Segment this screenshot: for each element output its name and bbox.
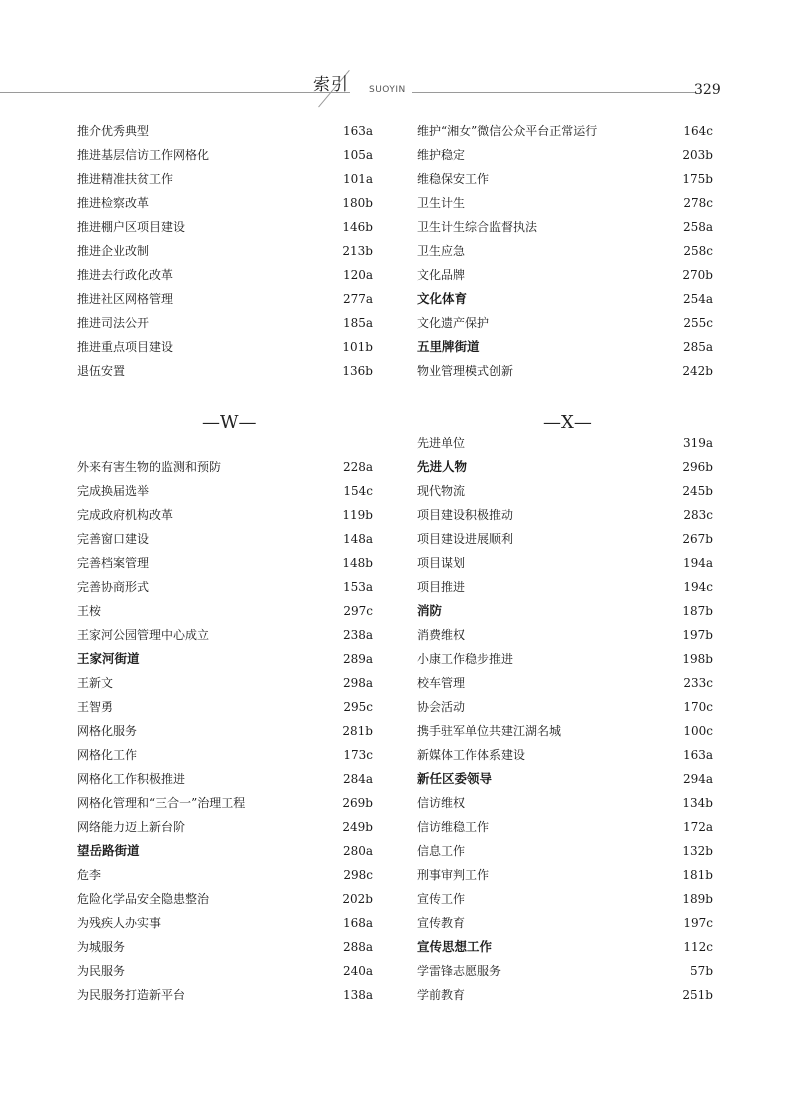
index-entry xyxy=(77,263,377,287)
index-page-ref: 245b xyxy=(682,484,713,498)
index-term: 信访维稳工作 xyxy=(417,820,490,834)
index-entry xyxy=(77,863,377,887)
index-page-ref: 288a xyxy=(342,940,373,954)
index-entry xyxy=(417,623,717,647)
index-term: 项目推进 xyxy=(417,580,466,594)
page-header xyxy=(0,0,805,110)
index-term: 为残疾人办实事 xyxy=(77,916,162,930)
index-entry xyxy=(77,983,377,1007)
index-term: 文化遗产保护 xyxy=(417,316,490,330)
index-entry xyxy=(417,839,717,863)
index-term: 消费维权 xyxy=(417,628,466,642)
index-term: 协会活动 xyxy=(417,700,466,714)
index-entry xyxy=(417,311,717,335)
index-term: 网格化管理和“三合一”治理工程 xyxy=(77,796,246,810)
index-term: 网格化服务 xyxy=(77,724,138,738)
index-entry xyxy=(417,527,717,551)
index-page-ref: 296b xyxy=(682,460,713,474)
index-entry xyxy=(417,575,717,599)
index-term: 维护“湘女”微信公众平台正常运行 xyxy=(417,124,598,138)
section-heading-w: —W— xyxy=(202,412,257,433)
index-page-ref: 175b xyxy=(682,172,713,186)
index-term: 退伍安置 xyxy=(77,364,126,378)
index-entry xyxy=(77,119,377,143)
index-entry xyxy=(417,983,717,1007)
index-page-ref: 251b xyxy=(682,988,713,1002)
index-page-ref: 181b xyxy=(682,868,713,882)
index-page-ref: 194a xyxy=(682,556,713,570)
index-term: 推进精准扶贫工作 xyxy=(77,172,174,186)
index-term: 网格化工作积极推进 xyxy=(77,772,186,786)
index-page-ref: 101b xyxy=(342,340,373,354)
index-page-ref: 164c xyxy=(683,124,713,138)
index-page-ref: 138a xyxy=(342,988,373,1002)
index-page-ref: 294a xyxy=(682,772,713,786)
page-number: 329 xyxy=(694,82,721,98)
index-term: 王家河街道 xyxy=(77,651,140,666)
index-page-ref: 187b xyxy=(682,604,713,618)
index-entry xyxy=(417,815,717,839)
index-page-ref: 285a xyxy=(682,340,713,354)
index-page-ref: 100c xyxy=(683,724,713,738)
index-page-ref: 163a xyxy=(682,748,713,762)
index-entry xyxy=(77,911,377,935)
index-page-ref: 213b xyxy=(342,244,373,258)
index-page-ref: 267b xyxy=(682,532,713,546)
index-term: 文化品牌 xyxy=(417,268,466,282)
index-term: 学前教育 xyxy=(417,988,466,1002)
index-page-ref: 203b xyxy=(682,148,713,162)
index-entry xyxy=(77,623,377,647)
index-entry xyxy=(417,599,717,623)
index-page-ref: 173c xyxy=(343,748,373,762)
header-title-en: SUOYIN xyxy=(369,85,406,95)
index-entry xyxy=(417,335,717,359)
index-entry xyxy=(77,767,377,791)
index-term: 先进人物 xyxy=(417,459,468,474)
index-page-ref: 228a xyxy=(342,460,373,474)
index-term: 为城服务 xyxy=(77,940,126,954)
index-page-ref: 258a xyxy=(682,220,713,234)
index-term: 外来有害生物的监测和预防 xyxy=(77,460,222,474)
index-term: 五里牌街道 xyxy=(417,339,480,354)
index-page-ref: 284a xyxy=(342,772,373,786)
index-term: 宣传教育 xyxy=(417,916,466,930)
index-entry xyxy=(77,719,377,743)
index-page-ref: 172a xyxy=(682,820,713,834)
index-term: 宣传思想工作 xyxy=(417,939,493,954)
index-entry xyxy=(417,215,717,239)
index-term: 刑事审判工作 xyxy=(417,868,490,882)
index-entry xyxy=(77,167,377,191)
index-entry xyxy=(417,143,717,167)
index-page-ref: 197c xyxy=(683,916,713,930)
header-rule-left xyxy=(0,92,350,93)
index-page-ref: 163a xyxy=(342,124,373,138)
index-page-ref: 298a xyxy=(342,676,373,690)
index-page-ref: 242b xyxy=(682,364,713,378)
index-page-ref: 120a xyxy=(342,268,373,282)
index-entry xyxy=(77,551,377,575)
index-entry xyxy=(417,647,717,671)
index-entry xyxy=(77,455,377,479)
index-entry xyxy=(417,455,717,479)
index-term: 网格化工作 xyxy=(77,748,138,762)
index-page-ref: 57b xyxy=(690,964,713,978)
index-page-ref: 202b xyxy=(342,892,373,906)
index-term: 校车管理 xyxy=(417,676,466,690)
index-entry xyxy=(77,839,377,863)
index-page-ref: 289a xyxy=(342,652,373,666)
index-page-ref: 281b xyxy=(342,724,373,738)
index-page-ref: 278c xyxy=(683,196,713,210)
index-page-ref: 146b xyxy=(342,220,373,234)
index-page-ref: 185a xyxy=(342,316,373,330)
index-term: 推进去行政化改革 xyxy=(77,268,174,282)
index-term: 王新文 xyxy=(77,676,114,690)
index-entry xyxy=(77,503,377,527)
index-term: 完成政府机构改革 xyxy=(77,508,174,522)
index-term: 先进单位 xyxy=(417,436,466,450)
header-rule-right xyxy=(412,92,695,93)
index-entry xyxy=(417,887,717,911)
index-page-ref: 197b xyxy=(682,628,713,642)
index-term: 推进企业改制 xyxy=(77,244,150,258)
index-term: 完成换届选举 xyxy=(77,484,150,498)
index-entry xyxy=(417,263,717,287)
index-page-ref: 255c xyxy=(683,316,713,330)
index-page-ref: 134b xyxy=(682,796,713,810)
index-entry xyxy=(77,815,377,839)
index-term: 项目建设积极推动 xyxy=(417,508,514,522)
index-entry xyxy=(77,647,377,671)
index-entry xyxy=(417,167,717,191)
index-term: 卫生应急 xyxy=(417,244,466,258)
index-term: 为民服务打造新平台 xyxy=(77,988,186,1002)
index-entry xyxy=(417,743,717,767)
index-page-ref: 297c xyxy=(343,604,373,618)
index-entry xyxy=(77,743,377,767)
index-entry xyxy=(417,119,717,143)
index-page-ref: 194c xyxy=(683,580,713,594)
index-entry xyxy=(417,911,717,935)
index-page-ref: 148b xyxy=(342,556,373,570)
index-term: 小康工作稳步推进 xyxy=(417,652,514,666)
index-term: 学雷锋志愿服务 xyxy=(417,964,502,978)
index-page-ref: 168a xyxy=(342,916,373,930)
index-term: 推进司法公开 xyxy=(77,316,150,330)
index-entry xyxy=(417,959,717,983)
index-page-ref: 148a xyxy=(342,532,373,546)
index-page-ref: 298c xyxy=(343,868,373,882)
index-page-ref: 153a xyxy=(342,580,373,594)
index-entry xyxy=(77,527,377,551)
index-term: 新媒体工作体系建设 xyxy=(417,748,526,762)
index-entry xyxy=(77,695,377,719)
index-term: 推进社区网格管理 xyxy=(77,292,174,306)
index-page-ref: 136b xyxy=(342,364,373,378)
index-entry xyxy=(77,671,377,695)
index-term: 推介优秀典型 xyxy=(77,124,150,138)
index-entry xyxy=(417,695,717,719)
index-page-ref: 180b xyxy=(342,196,373,210)
index-page-ref: 112c xyxy=(683,940,713,954)
index-term: 王家河公园管理中心成立 xyxy=(77,628,210,642)
index-entry xyxy=(77,143,377,167)
index-term: 项目谋划 xyxy=(417,556,466,570)
index-term: 携手驻军单位共建江湖名城 xyxy=(417,724,562,738)
index-entry xyxy=(417,863,717,887)
index-term: 文化体育 xyxy=(417,291,468,306)
index-term: 望岳路街道 xyxy=(77,843,140,858)
index-page-ref: 283c xyxy=(683,508,713,522)
index-entry xyxy=(77,479,377,503)
index-page-ref: 319a xyxy=(682,436,713,450)
index-entry xyxy=(417,503,717,527)
index-page-ref: 277a xyxy=(342,292,373,306)
index-term: 物业管理模式创新 xyxy=(417,364,514,378)
index-page-ref: 154c xyxy=(343,484,373,498)
index-page-ref: 189b xyxy=(682,892,713,906)
index-term: 推进重点项目建设 xyxy=(77,340,174,354)
index-page-ref: 254a xyxy=(682,292,713,306)
index-entry xyxy=(77,599,377,623)
index-term: 卫生计生综合监督执法 xyxy=(417,220,538,234)
index-page-ref: 270b xyxy=(682,268,713,282)
index-term: 推进检察改革 xyxy=(77,196,150,210)
index-page-ref: 280a xyxy=(342,844,373,858)
index-entry xyxy=(417,791,717,815)
index-page-ref: 249b xyxy=(342,820,373,834)
index-page-ref: 258c xyxy=(683,244,713,258)
index-page-ref: 198b xyxy=(682,652,713,666)
index-entry xyxy=(417,719,717,743)
index-term: 消防 xyxy=(417,603,443,618)
index-entry xyxy=(417,479,717,503)
index-term: 完善窗口建设 xyxy=(77,532,150,546)
index-term: 新任区委领导 xyxy=(417,771,493,786)
index-page-ref: 105a xyxy=(342,148,373,162)
index-entry xyxy=(77,935,377,959)
index-term: 为民服务 xyxy=(77,964,126,978)
index-entry xyxy=(77,239,377,263)
index-entry xyxy=(417,359,717,383)
index-term: 卫生计生 xyxy=(417,196,466,210)
index-entry xyxy=(77,791,377,815)
index-page-ref: 233c xyxy=(683,676,713,690)
index-entry xyxy=(77,215,377,239)
index-entry xyxy=(417,767,717,791)
index-term: 维护稳定 xyxy=(417,148,466,162)
index-entry xyxy=(77,887,377,911)
index-term: 王智勇 xyxy=(77,700,114,714)
section-heading-x: —X— xyxy=(543,412,592,433)
index-entry xyxy=(77,191,377,215)
index-entry xyxy=(417,239,717,263)
index-entry xyxy=(417,431,717,455)
index-entry xyxy=(417,191,717,215)
index-term: 信访维权 xyxy=(417,796,466,810)
header-title-cn: 索引 xyxy=(313,75,349,95)
index-term: 推进基层信访工作网格化 xyxy=(77,148,210,162)
index-page-ref: 238a xyxy=(342,628,373,642)
index-entry xyxy=(77,311,377,335)
index-term: 网络能力迈上新台阶 xyxy=(77,820,186,834)
index-entry xyxy=(417,935,717,959)
index-term: 完善档案管理 xyxy=(77,556,150,570)
index-term: 危李 xyxy=(77,868,102,882)
index-term: 维稳保安工作 xyxy=(417,172,490,186)
index-page-ref: 170c xyxy=(683,700,713,714)
index-page-ref: 119b xyxy=(342,508,373,522)
index-page-ref: 295c xyxy=(343,700,373,714)
index-page-ref: 101a xyxy=(342,172,373,186)
index-term: 信息工作 xyxy=(417,844,466,858)
index-entry xyxy=(417,671,717,695)
index-term: 危险化学品安全隐患整治 xyxy=(77,892,210,906)
index-entry xyxy=(77,575,377,599)
index-term: 现代物流 xyxy=(417,484,466,498)
index-page-ref: 269b xyxy=(342,796,373,810)
index-term: 宣传工作 xyxy=(417,892,466,906)
index-term: 推进棚户区项目建设 xyxy=(77,220,186,234)
index-term: 项目建设进展顺利 xyxy=(417,532,514,546)
index-term: 王桉 xyxy=(77,604,102,618)
index-page-ref: 240a xyxy=(342,964,373,978)
index-entry xyxy=(77,959,377,983)
index-entry xyxy=(77,359,377,383)
index-entry xyxy=(417,287,717,311)
index-entry xyxy=(77,287,377,311)
index-entry xyxy=(77,335,377,359)
index-term: 完善协商形式 xyxy=(77,580,150,594)
index-entry xyxy=(417,551,717,575)
index-page-ref: 132b xyxy=(682,844,713,858)
